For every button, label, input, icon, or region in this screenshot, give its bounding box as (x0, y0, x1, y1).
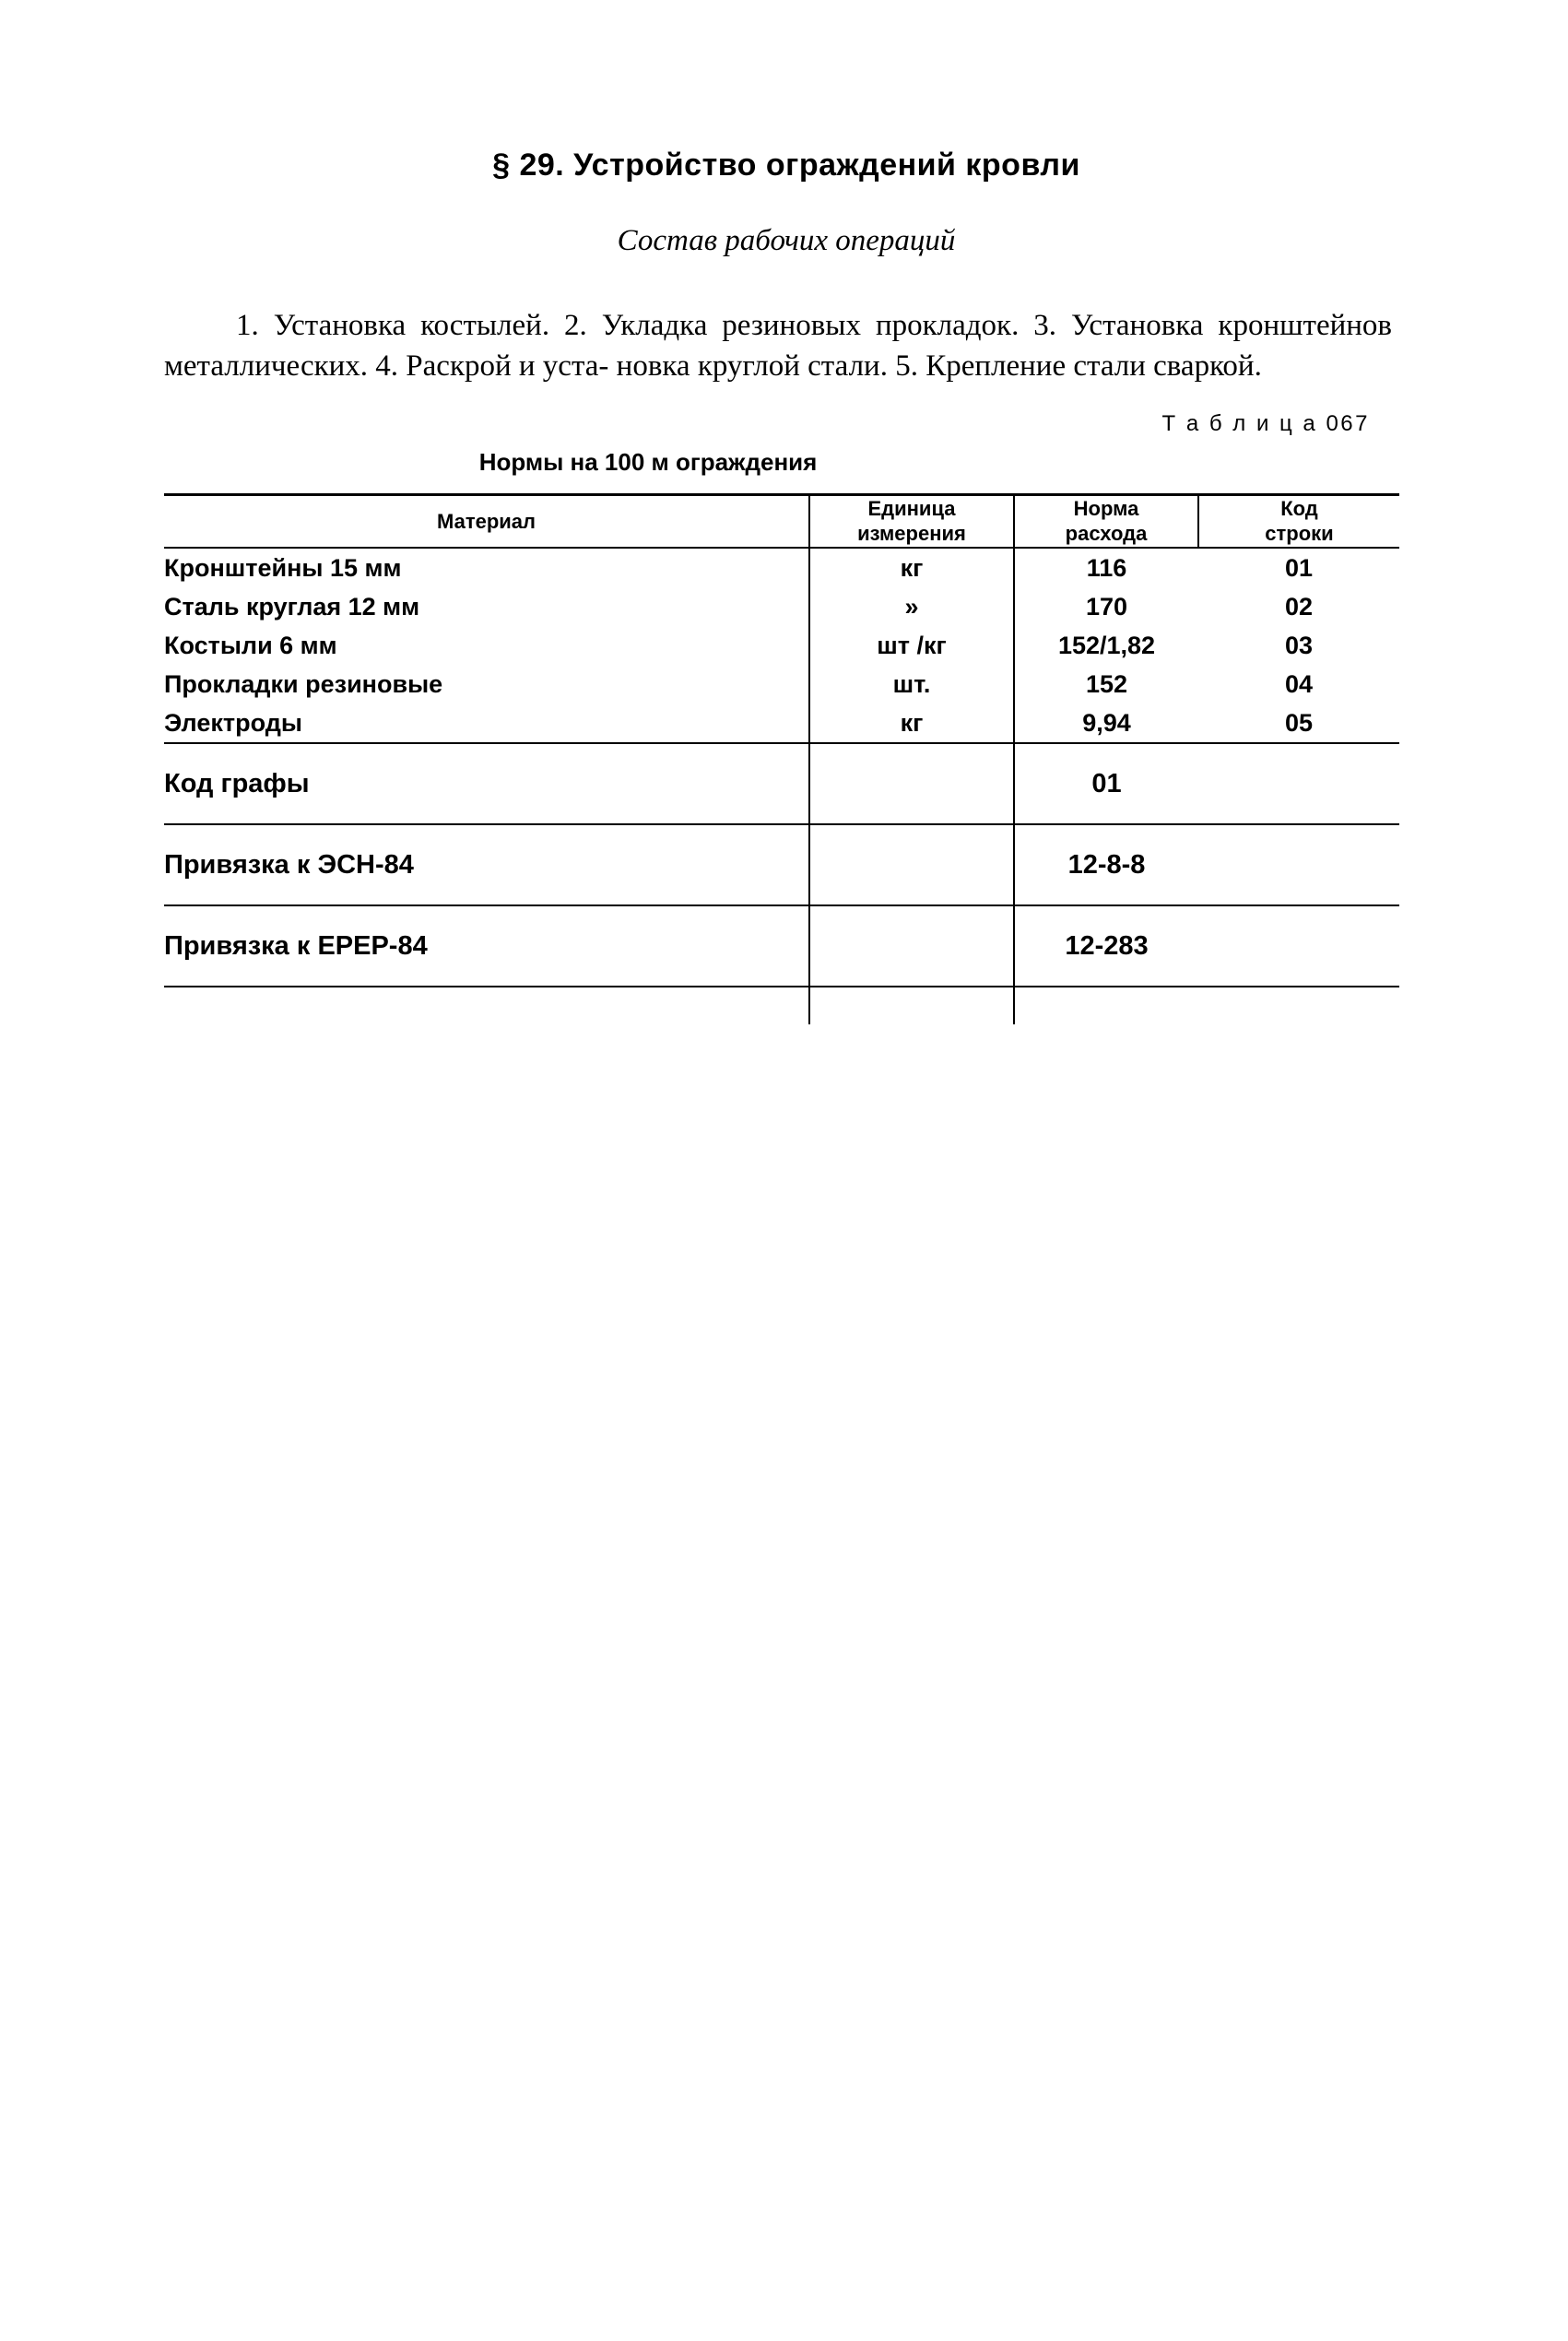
header-material: Материал (164, 494, 809, 548)
cell-label: Код графы (164, 743, 809, 824)
cell-material: Прокладки резиновые (164, 669, 443, 698)
header-unit-line-1: Единица (867, 496, 956, 520)
table-footer-row (164, 743, 1399, 824)
cell-value: 12-8-8 (1014, 824, 1198, 905)
table-bottom-stub (164, 987, 1399, 1024)
stub-cell (1198, 987, 1399, 1024)
cell-unit: кг (809, 703, 1014, 743)
table-footer-row (164, 905, 1399, 987)
cell-norm: 152/1,82 (1014, 626, 1198, 665)
cell-value: 12-283 (1014, 905, 1198, 987)
table-header-row (164, 494, 1399, 548)
header-unit (809, 494, 1014, 548)
cell-unit (809, 743, 1014, 824)
table-row (164, 548, 1399, 587)
cell-value: 01 (1014, 743, 1198, 824)
table-number-label: Т а б л и ц а 067 (1161, 410, 1370, 436)
cell-code: 04 (1284, 669, 1314, 698)
cell-material: Костыли 6 мм (164, 631, 337, 659)
header-unit-line-2: измерения (857, 522, 966, 546)
table-footer-row (164, 824, 1399, 905)
stub-cell (1014, 987, 1198, 1024)
cell-norm: 116 (1014, 548, 1198, 587)
cell-norm: 9,94 (1014, 703, 1198, 743)
page-content (164, 148, 1409, 1024)
header-code (1198, 494, 1399, 548)
cell-code: 05 (1284, 708, 1314, 737)
operations-line-3: новка круглой стали. 5. Крепление стали сваркой. (616, 349, 1262, 383)
table-row (164, 626, 1399, 665)
operations-line-2: 3. Установка кронштейнов металлических. 4. Раскрой и уста- (164, 309, 1392, 383)
table-row (164, 587, 1399, 626)
header-code-line-1: Код (1280, 496, 1318, 520)
cell-norm: 170 (1014, 587, 1198, 626)
stub-cell (809, 987, 1014, 1024)
section-title: § 29. Устройство ограждений кровли (492, 148, 1080, 183)
cell-unit: шт. (809, 665, 1014, 703)
cell-unit (809, 905, 1014, 987)
table-row (164, 665, 1399, 703)
subtitle: Состав рабочих операций (617, 224, 956, 257)
stub-cell (164, 987, 809, 1024)
cell-material: Сталь круглая 12 мм (164, 592, 420, 621)
operations-paragraph (164, 306, 1409, 387)
cell-unit: » (809, 587, 1014, 626)
cell-code: 03 (1284, 631, 1314, 659)
cell-unit: кг (809, 548, 1014, 587)
cell-norm: 152 (1014, 665, 1198, 703)
cell-code: 02 (1284, 592, 1314, 621)
cell-material: Электроды (164, 708, 302, 737)
cell-unit: шт /кг (809, 626, 1014, 665)
cell-unit (809, 824, 1014, 905)
cell-label: Привязка к ЕРЕР-84 (164, 905, 809, 987)
norms-table (164, 493, 1399, 1024)
cell-code (1198, 905, 1399, 987)
cell-material: Кронштейны 15 мм (164, 548, 809, 587)
operations-line-1: 1. Установка костылей. 2. Укладка резиновых прокладок. (236, 309, 1020, 342)
cell-code: 01 (1198, 548, 1399, 587)
header-norm (1014, 494, 1198, 548)
cell-label: Привязка к ЭСН-84 (164, 824, 809, 905)
cell-code (1198, 743, 1399, 824)
cell-code (1198, 824, 1399, 905)
header-code-line-2: строки (1265, 522, 1334, 546)
header-norm-line-1: Норма (1073, 496, 1139, 520)
norms-title: Нормы на 100 м ограждения (478, 447, 818, 476)
table-row (164, 703, 1399, 743)
header-norm-line-2: расхода (1065, 522, 1148, 546)
